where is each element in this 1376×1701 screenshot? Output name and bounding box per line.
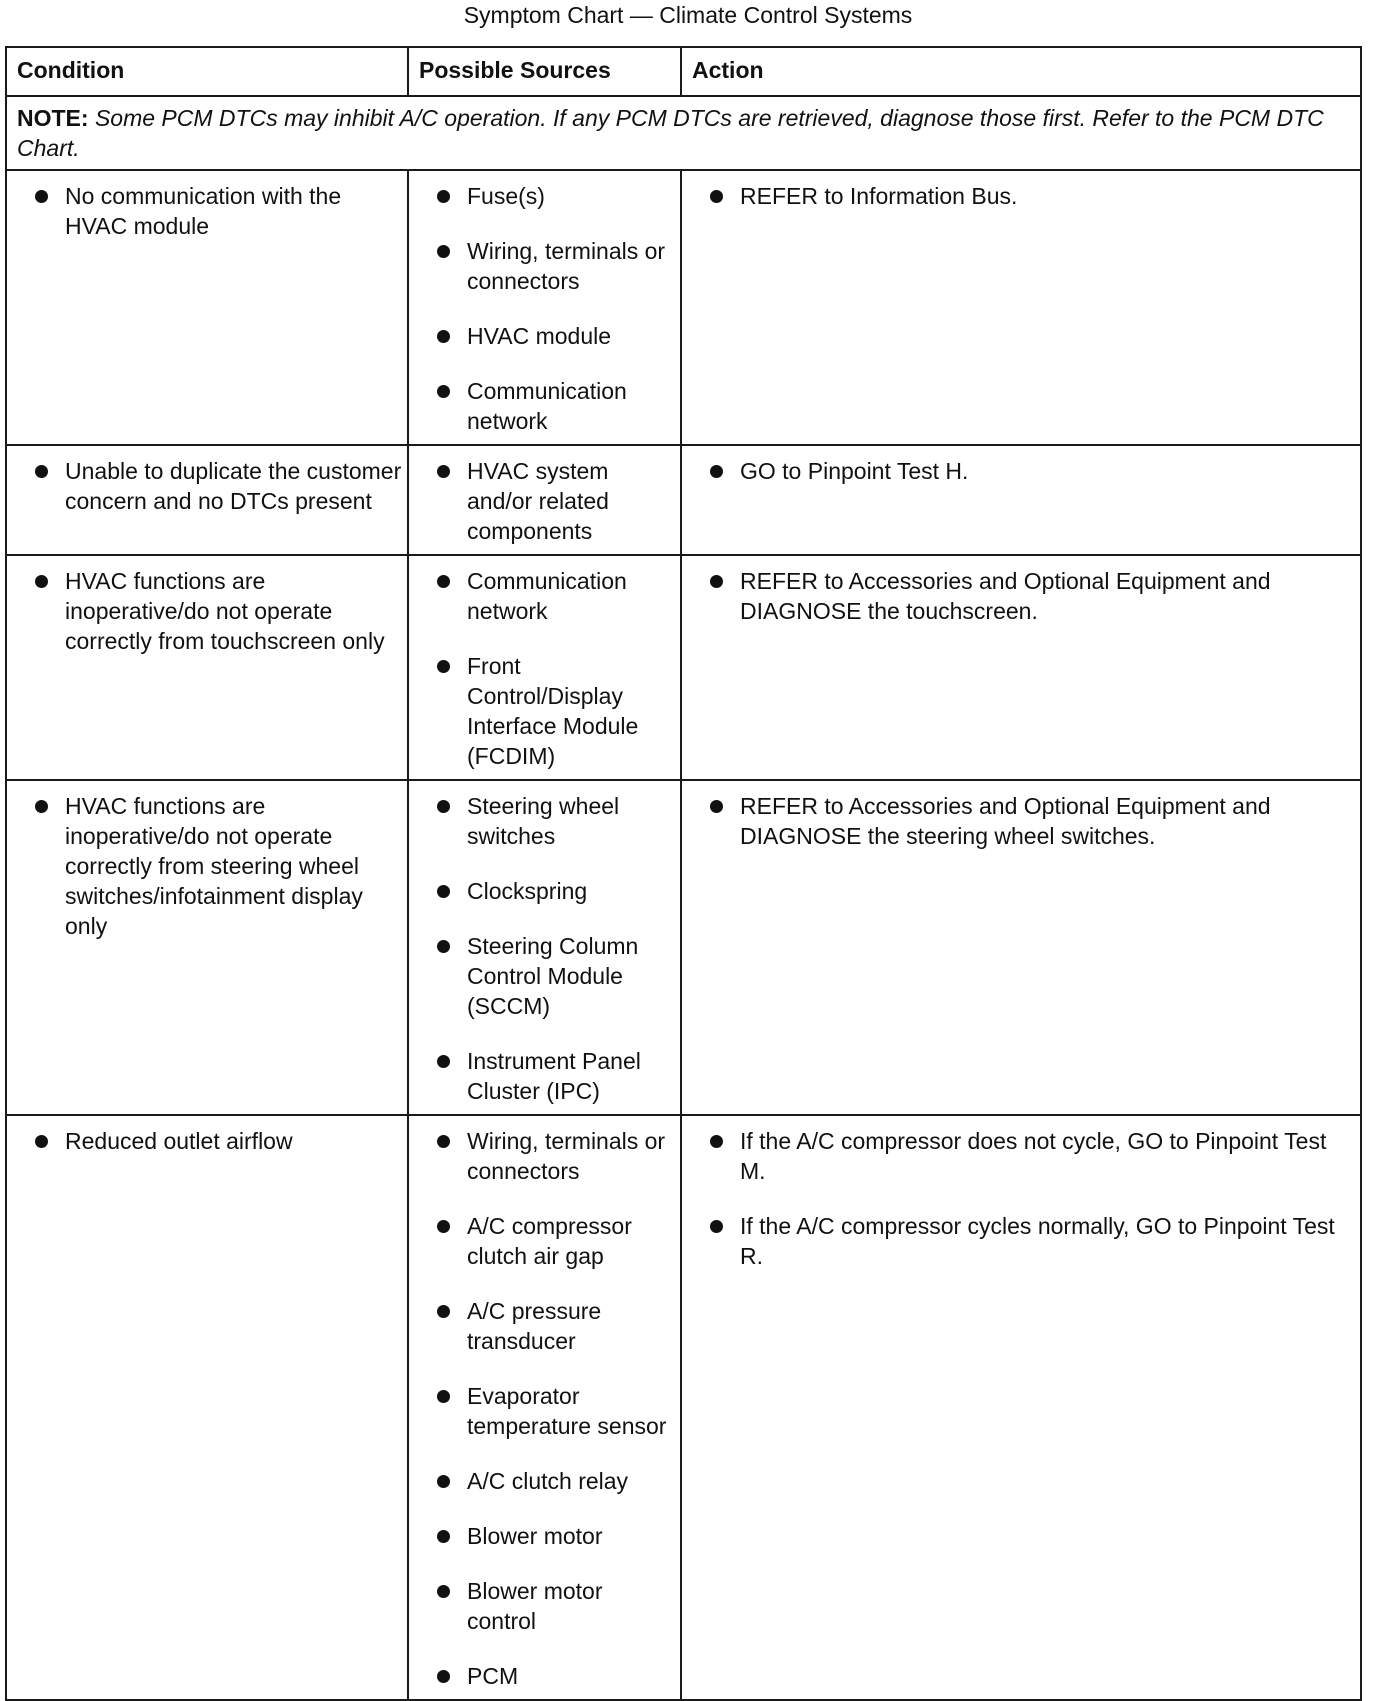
header-possible-sources: Possible Sources: [408, 47, 681, 96]
header-condition: Condition: [6, 47, 408, 96]
table-row: [6, 170, 1361, 445]
action-cell: [681, 780, 1361, 1115]
sources-cell: [408, 170, 681, 445]
action-cell: [681, 170, 1361, 445]
table-row: [6, 445, 1361, 555]
condition-item: No communication with the HVAC module: [11, 181, 403, 241]
symptom-table: [5, 46, 1362, 1701]
source-item: Blower motor control: [413, 1576, 676, 1636]
condition-item: HVAC functions are inoperative/do not operate correctly from steering wheel switches/infotainment display only: [11, 791, 403, 941]
condition-cell: [6, 1115, 408, 1700]
sources-list: [413, 456, 676, 546]
condition-item: Unable to duplicate the customer concern and no DTCs present: [11, 456, 403, 516]
sources-cell: [408, 780, 681, 1115]
source-item: Communication network: [413, 566, 676, 626]
source-item: Wiring, terminals or connectors: [413, 1126, 676, 1186]
source-item: Steering wheel switches: [413, 791, 676, 851]
condition-item: Reduced outlet airflow: [11, 1126, 403, 1156]
sources-cell: [408, 1115, 681, 1700]
source-item: A/C compressor clutch air gap: [413, 1211, 676, 1271]
table-row: [6, 1115, 1361, 1700]
sources-list: [413, 566, 676, 771]
source-item: PCM: [413, 1661, 676, 1691]
source-item: Evaporator temperature sensor: [413, 1381, 676, 1441]
page-title: Symptom Chart — Climate Control Systems: [463, 2, 913, 28]
source-item: A/C clutch relay: [413, 1466, 676, 1496]
source-item: Communication network: [413, 376, 676, 436]
condition-list: [11, 181, 403, 241]
source-item: Front Control/Display Interface Module (FCDIM): [413, 651, 676, 771]
header-row: [6, 47, 1361, 96]
sources-list: [413, 791, 676, 1106]
source-item: Blower motor: [413, 1521, 676, 1551]
source-item: Fuse(s): [413, 181, 676, 211]
note-row: [6, 96, 1361, 170]
table-row: [6, 780, 1361, 1115]
source-item: HVAC system and/or related components: [413, 456, 676, 546]
condition-item: HVAC functions are inoperative/do not operate correctly from touchscreen only: [11, 566, 403, 656]
source-item: Steering Column Control Module (SCCM): [413, 931, 676, 1021]
actions-list: [686, 181, 1356, 211]
action-item: If the A/C compressor cycles normally, GO to Pinpoint Test R.: [686, 1211, 1356, 1271]
table-row: [6, 555, 1361, 780]
action-cell: [681, 445, 1361, 555]
source-item: A/C pressure transducer: [413, 1296, 676, 1356]
sources-list: [413, 1126, 676, 1691]
source-item: Wiring, terminals or connectors: [413, 236, 676, 296]
sources-list: [413, 181, 676, 436]
action-item: If the A/C compressor does not cycle, GO to Pinpoint Test M.: [686, 1126, 1356, 1186]
action-cell: [681, 555, 1361, 780]
action-cell: [681, 1115, 1361, 1700]
source-item: Clockspring: [413, 876, 676, 906]
sources-cell: [408, 555, 681, 780]
action-item: REFER to Accessories and Optional Equipment and DIAGNOSE the touchscreen.: [686, 566, 1356, 626]
sources-cell: [408, 445, 681, 555]
source-item: Instrument Panel Cluster (IPC): [413, 1046, 676, 1106]
condition-cell: [6, 780, 408, 1115]
source-item: HVAC module: [413, 321, 676, 351]
note-label: NOTE:: [17, 105, 89, 131]
note-text: Some PCM DTCs may inhibit A/C operation. If any PCM DTCs are retrieved, diagnose those first. Refer to the PCM DTC Chart.: [17, 105, 1324, 161]
condition-cell: [6, 445, 408, 555]
actions-list: [686, 791, 1356, 851]
header-action: Action: [681, 47, 1361, 96]
condition-cell: [6, 555, 408, 780]
action-item: REFER to Information Bus.: [686, 181, 1356, 211]
condition-list: [11, 791, 403, 941]
note-cell: [6, 96, 1361, 170]
condition-list: [11, 456, 403, 516]
action-item: GO to Pinpoint Test H.: [686, 456, 1356, 486]
condition-cell: [6, 170, 408, 445]
actions-list: [686, 456, 1356, 486]
actions-list: [686, 1126, 1356, 1271]
condition-list: [11, 1126, 403, 1156]
actions-list: [686, 566, 1356, 626]
condition-list: [11, 566, 403, 656]
action-item: REFER to Accessories and Optional Equipment and DIAGNOSE the steering wheel switches.: [686, 791, 1356, 851]
